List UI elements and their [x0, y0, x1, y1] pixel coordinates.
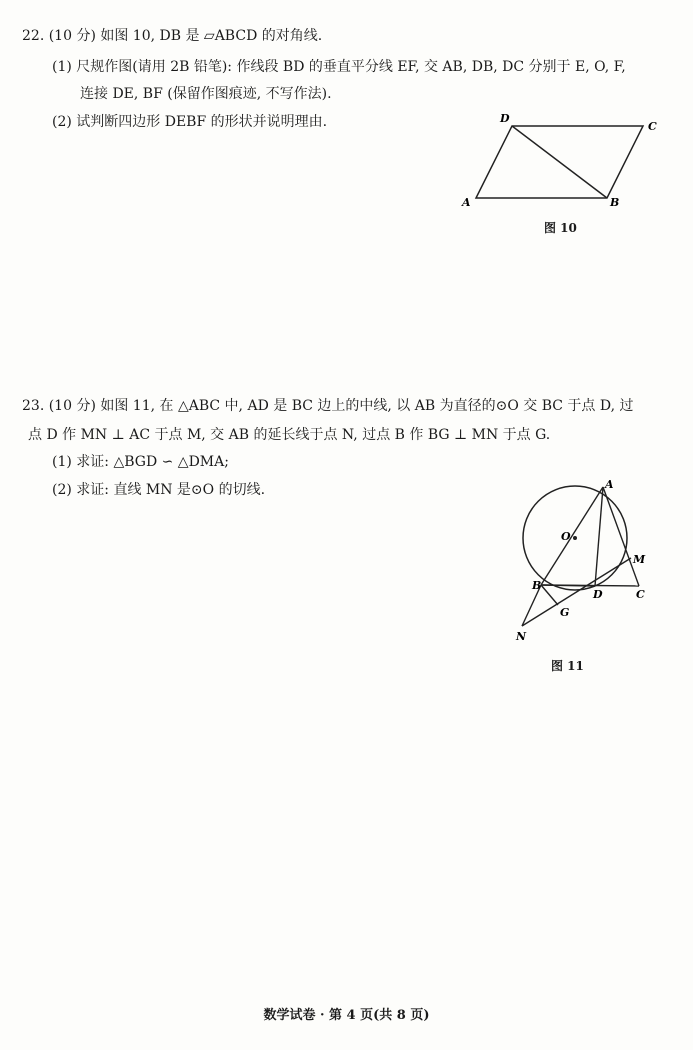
- q22-part2: (2) 试判断四边形 DEBF 的形状并说明理由.: [52, 114, 328, 130]
- label-a: A: [462, 196, 471, 209]
- label-a: A: [605, 478, 614, 491]
- label-g: G: [560, 606, 570, 619]
- q23-part2: (2) 求证: 直线 MN 是⊙O 的切线.: [52, 482, 266, 498]
- figure-11-circle-triangle: [505, 470, 665, 650]
- center-point-o: [573, 536, 577, 540]
- label-n: N: [516, 630, 527, 643]
- segment-bg: [541, 585, 558, 605]
- label-d: D: [500, 112, 510, 125]
- label-b: B: [532, 579, 542, 592]
- label-m: M: [633, 553, 646, 566]
- segment-bd: [541, 585, 595, 586]
- figure-10-caption: 图 10: [544, 221, 577, 235]
- page-footer: 数学试卷 · 第 4 页(共 8 页): [263, 1008, 430, 1023]
- q23-heading: 23. (10 分) 如图 11, 在 △ABC 中, AD 是 BC 边上的中线, 以 AB 为直径的⊙O 交 BC 于点 D, 过: [22, 398, 634, 414]
- figure-10-parallelogram: [455, 108, 665, 218]
- label-o: O: [561, 530, 571, 543]
- q22-part1-line1: (1) 尺规作图(请用 2B 铅笔): 作线段 BD 的垂直平分线 EF, 交 AB, DB, DC 分别于 E, O, F,: [52, 59, 626, 75]
- label-d: D: [593, 588, 603, 601]
- label-b: B: [610, 196, 620, 209]
- diagonal-db: [512, 126, 607, 198]
- segment-ad: [595, 487, 603, 586]
- q22-heading: 22. (10 分) 如图 10, DB 是 ▱ABCD 的对角线.: [22, 28, 323, 44]
- label-c: C: [648, 120, 657, 133]
- segment-ab: [541, 487, 603, 585]
- label-c: C: [636, 588, 645, 601]
- q23-heading-cont: 点 D 作 MN ⊥ AC 于点 M, 交 AB 的延长线于点 N, 过点 B 作 BG ⊥ MN 于点 G.: [28, 427, 551, 443]
- figure-11-caption: 图 11: [551, 659, 584, 673]
- q23-part1: (1) 求证: △BGD ∽ △DMA;: [52, 454, 229, 470]
- q22-part1-line2: 连接 DE, BF (保留作图痕迹, 不写作法).: [80, 86, 332, 102]
- segment-ac: [603, 487, 639, 586]
